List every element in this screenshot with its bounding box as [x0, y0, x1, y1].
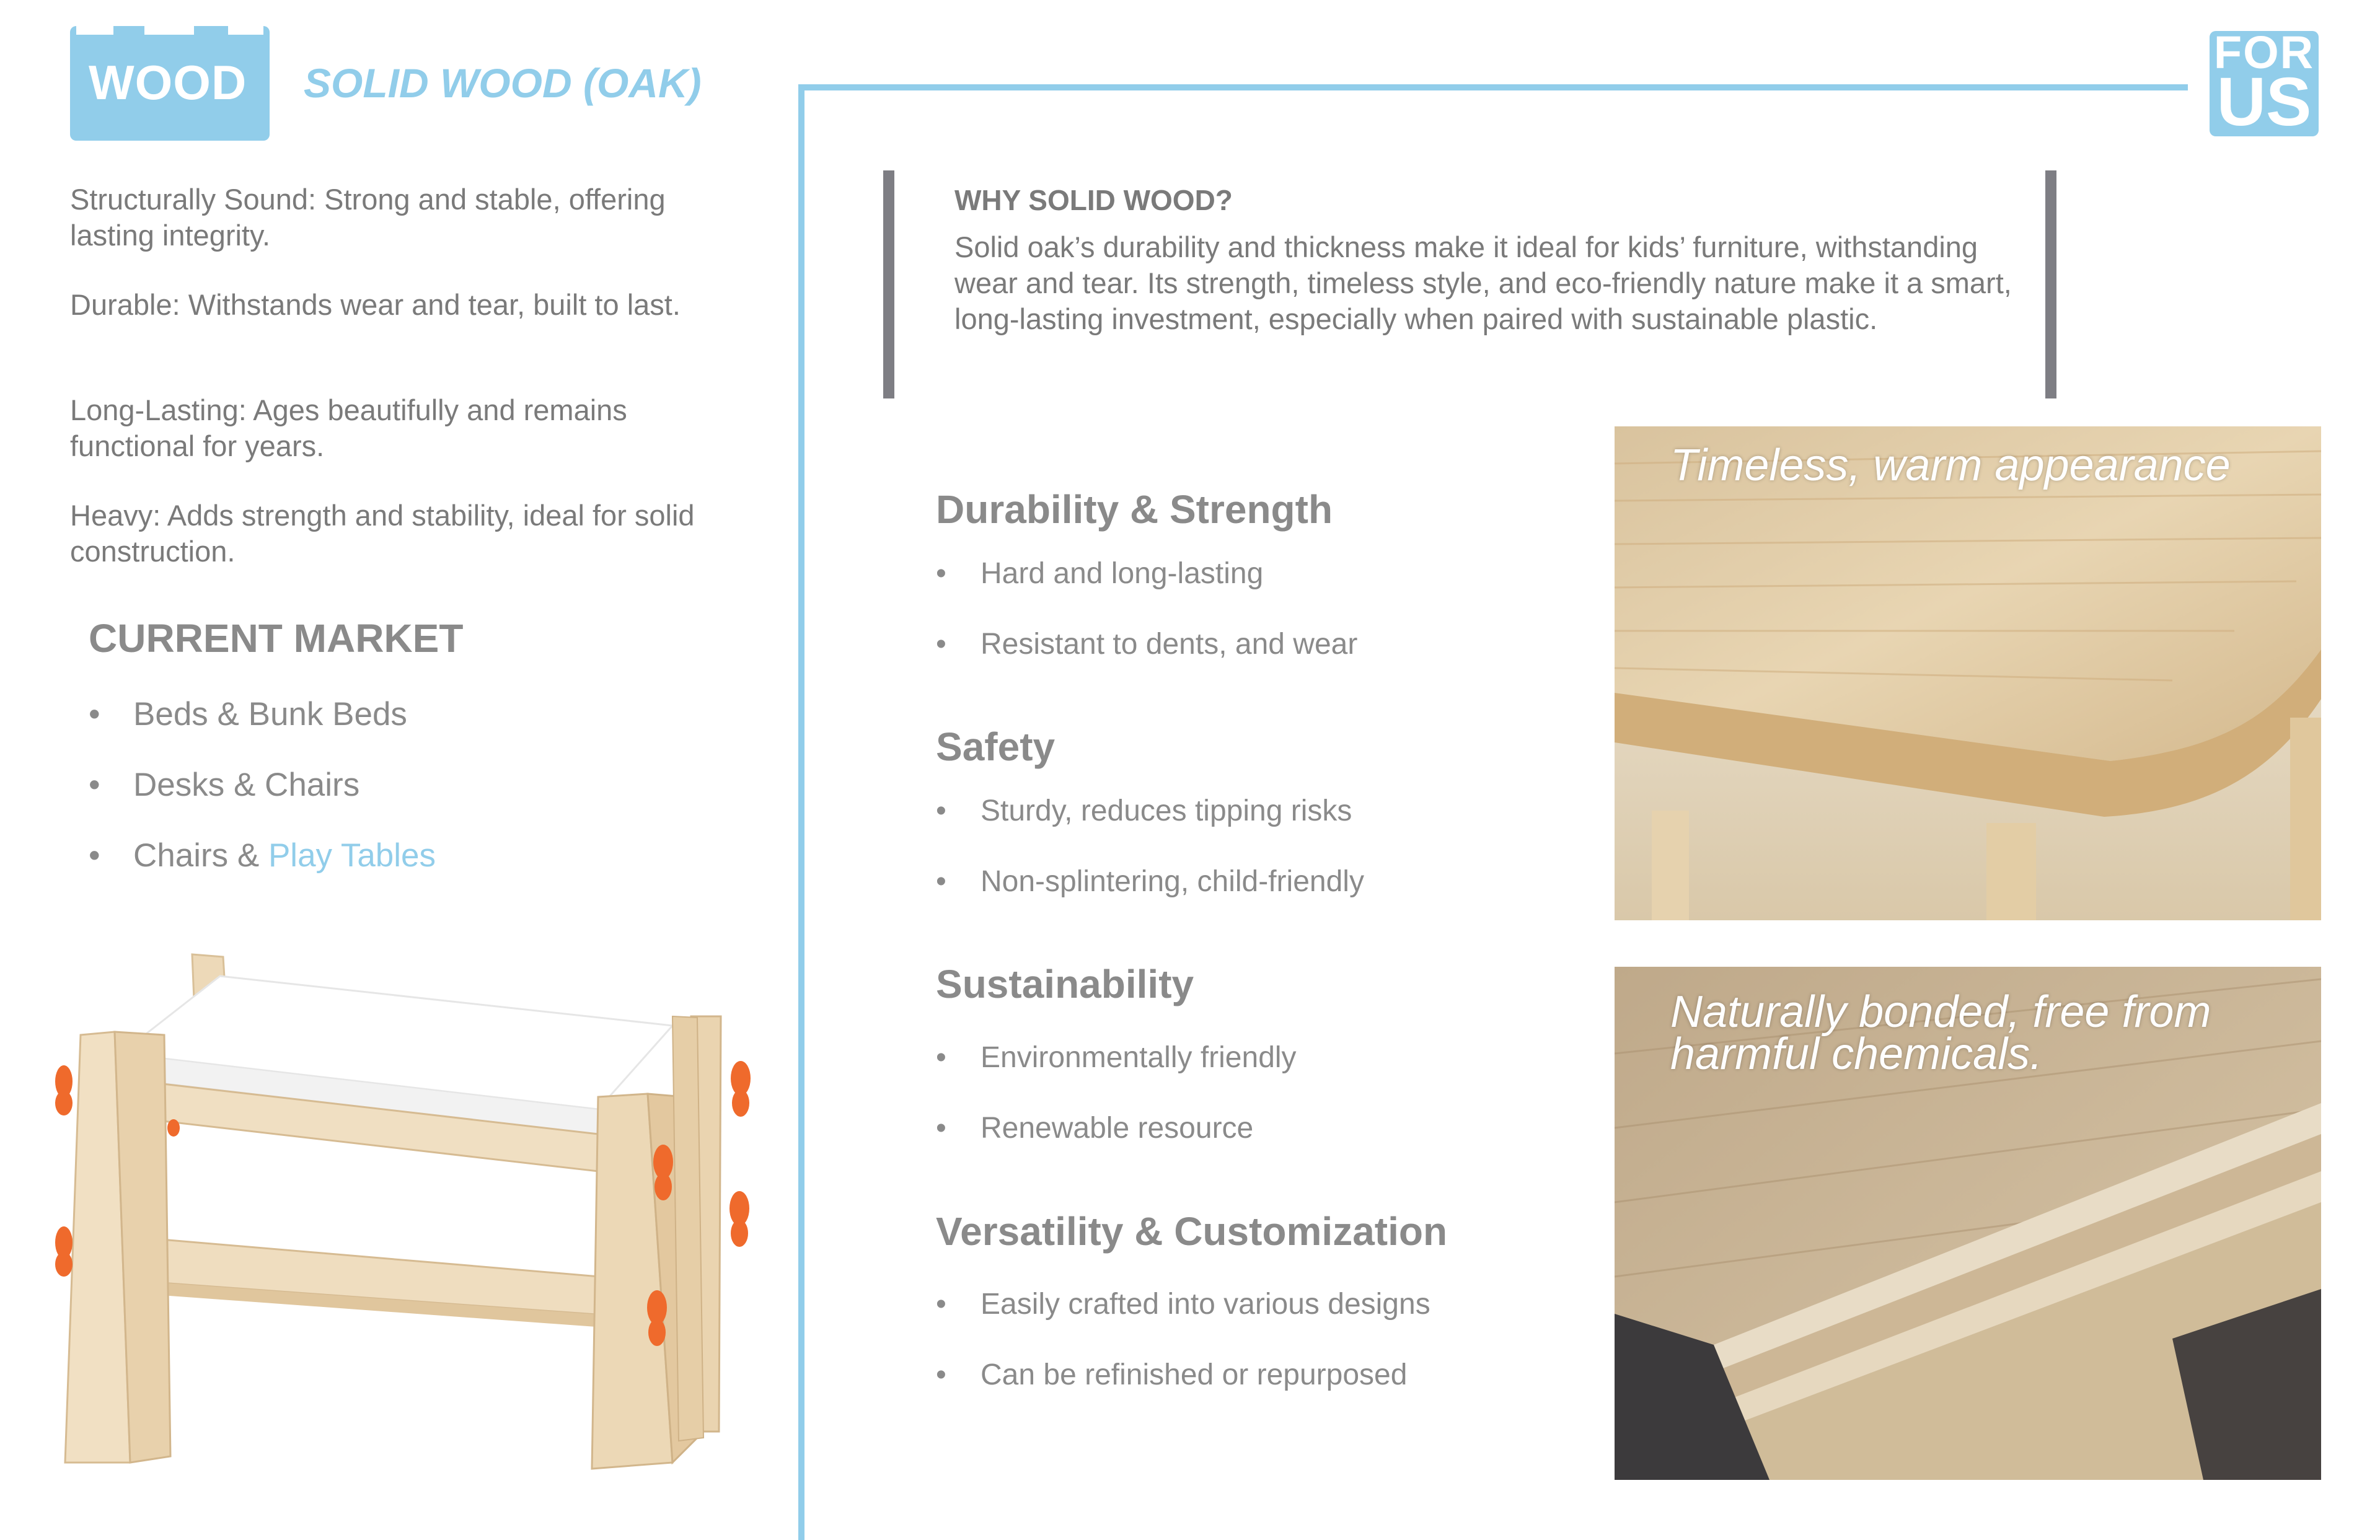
logo-text-bottom: US: [2216, 64, 2312, 140]
property-heavy: Heavy: Adds strength and stability, ideal for solid construction.: [70, 499, 695, 568]
page-subtitle: SOLID WOOD (OAK): [304, 60, 702, 106]
feature-label: Renewable resource: [981, 1112, 1254, 1145]
bullet: •: [936, 865, 946, 898]
property-structural: Structurally Sound: Strong and stable, offering lasting integrity.: [70, 183, 666, 252]
bullet: •: [936, 1288, 946, 1321]
badge-label: WOOD: [89, 55, 247, 110]
photo-table-corner: [1615, 426, 2321, 920]
section-title-versatility: Versatility & Customization: [936, 1209, 1448, 1254]
frame-top-line: [798, 84, 2188, 90]
property-long-lasting: Long-Lasting: Ages beautifully and remains functional for years.: [70, 394, 627, 462]
property-durable: Durable: Withstands wear and tear, built to last.: [70, 288, 681, 321]
photo-caption: Timeless, warm appearance: [1670, 441, 2231, 490]
photo-caption-line1: Naturally bonded, free from: [1670, 987, 2211, 1037]
market-item-label: Chairs &: [133, 837, 268, 874]
bullet: •: [89, 696, 100, 733]
bench-image: [53, 948, 765, 1494]
feature-label: Resistant to dents, and wear: [981, 628, 1358, 661]
market-item: [89, 837, 436, 874]
feature-item: [936, 794, 1352, 828]
market-item-label: Desks & Chairs: [133, 767, 360, 803]
market-item: [89, 766, 359, 804]
section-title-sustainability: Sustainability: [936, 962, 1194, 1006]
bullet: •: [936, 557, 946, 590]
bullet: •: [89, 767, 100, 803]
bullet: •: [936, 1041, 946, 1074]
photo-bonded-boards: [1615, 967, 2321, 1480]
feature-label: Hard and long-lasting: [981, 557, 1264, 590]
feature-label: Easily crafted into various designs: [981, 1288, 1430, 1321]
bullet: •: [936, 794, 946, 827]
feature-label: Sturdy, reduces tipping risks: [981, 794, 1352, 827]
section-title-safety: Safety: [936, 724, 1056, 769]
why-title: WHY SOLID WOOD?: [954, 184, 1233, 216]
market-title: CURRENT MARKET: [89, 616, 464, 661]
feature-item: [936, 865, 1364, 899]
feature-label: Non-splintering, child-friendly: [981, 865, 1364, 898]
why-body: Solid oak’s durability and thickness make it ideal for kids’ furniture, withstanding wear and tear. Its strength, timeless style, and eco-friendly nature make it a smart, long-lasting investment, especially when paired with sustainable plastic.: [954, 231, 2012, 335]
feature-item: [936, 1041, 1297, 1075]
market-item: [89, 695, 407, 733]
quote-bar-right: [2045, 170, 2056, 398]
feature-item: [936, 1111, 1253, 1145]
feature-item: [936, 557, 1263, 591]
frame-left-line: [798, 84, 804, 1540]
feature-label: Environmentally friendly: [981, 1041, 1297, 1074]
feature-item: [936, 1287, 1430, 1321]
feature-item: [936, 627, 1357, 661]
bullet: •: [936, 628, 946, 661]
market-item-label: Beds & Bunk Beds: [133, 696, 407, 733]
market-item-highlight: Play Tables: [268, 837, 436, 874]
bullet: •: [936, 1112, 946, 1145]
section-title-durability: Durability & Strength: [936, 487, 1333, 532]
quote-bar-left: [883, 170, 894, 398]
photo-caption-line2: harmful chemicals.: [1670, 1029, 2043, 1079]
bullet: •: [89, 837, 100, 874]
bullet: •: [936, 1358, 946, 1391]
feature-item: [936, 1358, 1407, 1392]
feature-label: Can be refinished or repurposed: [981, 1358, 1408, 1391]
logo-text-top: FOR: [2213, 27, 2315, 78]
